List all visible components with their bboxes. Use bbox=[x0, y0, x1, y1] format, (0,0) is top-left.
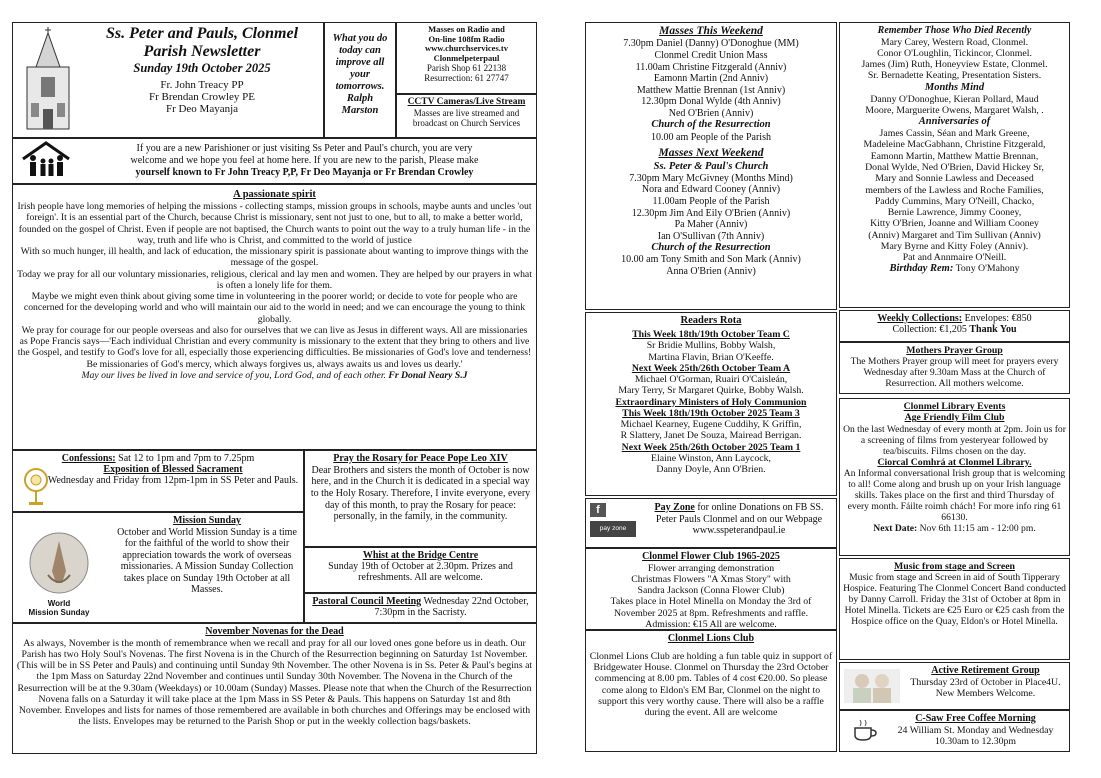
coffee-cup-icon bbox=[852, 717, 878, 743]
mass-next-line: Nora and Edward Cooney (Anniv) bbox=[641, 184, 781, 196]
quote-box bbox=[324, 22, 396, 138]
spirit-paragraph-1: Irish people have long memories of helping the missions - collecting stamps, mission groups in schools, maybe aunts and uncles 'out foreign'. It is an essential part of the Church, because Christ is missionary, sent not just to one, but to all, to make a better world, founded on the gospel of Christ. Even if people are not baptised, the Church wants to point out the way to a truly human life - in the way, truth and life who is Christ, and committed to the world of justice bbox=[17, 201, 532, 246]
priest-1: Fr. John Treacy PP bbox=[160, 78, 244, 91]
mass-next-line: 11.00am People of the Parish bbox=[652, 195, 770, 207]
welcome-line-2: welcome and we hope you feel at home here. If you are new to the parish, Please make bbox=[130, 155, 479, 166]
film-club-text: On the last Wednesday of every month at 2pm. Join us for a screening of films from yesteryear followed by tea/biscuits. Films chosen on the day. bbox=[843, 423, 1066, 457]
confessions-label: Confessions: bbox=[61, 453, 116, 464]
masses-next-church: Ss. Peter & Paul's Church bbox=[653, 160, 769, 172]
resurrection-weekend-title: Church of the Resurrection bbox=[651, 119, 771, 131]
retirement-title: Active Retirement Group bbox=[931, 665, 1040, 676]
welcome-box bbox=[12, 138, 537, 184]
exposition-title: Exposition of Blessed Sacrament bbox=[103, 464, 243, 476]
next-date-label: Next Date: bbox=[873, 523, 918, 535]
family-home-icon bbox=[19, 141, 73, 179]
remember-title: Remember Those Who Died Recently bbox=[877, 25, 1032, 36]
mass-weekend-line: 11.00am Christine Fitzgerald (Anniv) bbox=[635, 61, 787, 73]
quote-text: What you do today can improve all your tomorrows. bbox=[332, 33, 388, 93]
payzone-box bbox=[585, 498, 837, 548]
parish-shop-phone: Parish Shop 61 22138 bbox=[426, 63, 507, 74]
flower-line: Admission: €15 All are welcome. bbox=[645, 618, 777, 630]
masses-weekend-title: Masses This Weekend bbox=[659, 25, 763, 37]
parish-header bbox=[12, 22, 324, 138]
flower-line: Christmas Flowers "A Xmas Story" with bbox=[631, 573, 791, 585]
library-box bbox=[839, 398, 1070, 556]
spirit-closing: May our lives be lived in love and service of you, Lord God, and of each other. bbox=[81, 369, 386, 381]
couple-photo-icon bbox=[844, 669, 900, 703]
pastoral-title: Pastoral Council Meeting bbox=[312, 596, 422, 607]
retirement-text: Thursday 23rd of October in Place4U. New Members Welcome. bbox=[910, 676, 1061, 699]
praying-hands-icon bbox=[28, 531, 90, 595]
anniversary-line: Bernie Lawrence, Jimmy Cooney, bbox=[887, 207, 1022, 219]
spirit-paragraph-5: We pray for courage for our people overseas and also for ourselves that we can live as Jesus in different ways. All are missionaries as Pope Francis says—'Each individual Christian and every community is missionary to the extent that they bring to others and live the Gospel, and testify to God's love for all, especially those experiencing difficulties. Be missionaries of God's love and tenderness! Be missionaries of God's mercy, which always forgives us, always awaits us and loves us dearly.' bbox=[17, 324, 532, 370]
em-week2-line: Danny Doyle, Ann O'Brien. bbox=[656, 464, 766, 476]
anniversary-line: Eamonn Martin, Matthew Mattie Brennan, bbox=[870, 150, 1039, 162]
film-club-title: Age Friendly Film Club bbox=[904, 412, 1005, 424]
newsletter-date: Sunday 19th October 2025 bbox=[133, 60, 271, 75]
radio-line-2: On-line 108fm Radio bbox=[428, 33, 505, 44]
music-box bbox=[839, 558, 1070, 660]
mass-weekend-line: Ned O'Brien (Anniv) bbox=[668, 107, 754, 119]
csaw-title: C-Saw Free Coffee Morning bbox=[915, 713, 1036, 724]
recent-death: James (Jim) Ruth, Honeyview Estate, Clonmel. bbox=[861, 59, 1048, 71]
flower-line: Flower arranging demonstration bbox=[647, 562, 775, 574]
readers-week1-line: Martina Flavin, Brian O'Keeffe. bbox=[648, 351, 774, 363]
mass-weekend-line: Matthew Mattie Brennan (1st Anniv) bbox=[636, 84, 786, 96]
collections-box bbox=[839, 310, 1070, 342]
flower-club-box bbox=[585, 548, 837, 630]
months-mind-line: Moore, Marguerite Owens, Margaret Walsh, . bbox=[865, 104, 1044, 116]
resurrection-next-line: 10.00 am Tony Smith and Son Mark (Anniv) bbox=[621, 254, 801, 266]
mass-next-line: Pa Maher (Anniv) bbox=[674, 219, 748, 231]
spirit-title: A passionate spirit bbox=[233, 189, 316, 200]
novenas-text: As always, November is the month of remembrance when we recall and pray for all our loved ones gone before us in death. Our Parish has two Holy Soul's Novenas. The first Novena is in the Church of the Resurrection beginning on Saturday 1st November. (This will be in SS Peter and Pauls) and continuing until Sunday 9th November. The other Novena is in Ss. Peter & Paul's begins at the 1pm Mass on Saturday 22nd November and continues until Sunday 30th November. The Novena in the Church of the Resurrection will be at the 9.30am (Weekdays) or 10.00am (Sunday) Masses. Please note that when the Church of the Resurrection Novena falls on a Saturday it will take place at the 1pm Mass in SS Peter & Pauls. This happens on Saturday 1st and 8th November. Envelopes and lists for names of those remembered are available in both churches and Offerings may be enclosed with the lists. Envelopes may be returned to the Parish Shop or put in the weekly collection bags/baskets. bbox=[16, 637, 533, 728]
flower-line: Sandra Jackson (Conna Flower Club) bbox=[637, 585, 785, 597]
library-title: Clonmel Library Events bbox=[903, 401, 1006, 412]
whist-title: Whist at the Bridge Centre bbox=[362, 550, 479, 561]
anniversary-line: Donal Wylde, Ned O'Brien, David Hickey Sr, bbox=[865, 162, 1044, 174]
cctv-box bbox=[396, 94, 537, 138]
whist-text: Sunday 19th of October at 2.30pm. Prizes and refreshments. All are welcome. bbox=[328, 561, 513, 584]
mass-weekend-line: 7.30pm Daniel (Danny) O'Donoghue (MM) bbox=[623, 38, 799, 50]
next-date-text: Nov 6th 11:15 am - 12:00 pm. bbox=[917, 523, 1036, 535]
anniversary-line: James Cassin, Séan and Mark Greene, bbox=[879, 128, 1030, 140]
rosary-text: Dear Brothers and sisters the month of October is now here, and in the Church it is dedicated in a special way to the Holy Rosary. Therefore, I invite everyone, every day of this month, to pray the Rosary for peace: personally, in the family, in the community. bbox=[310, 464, 531, 523]
em-week1-line: R Slattery, Janet De Souza, Mairead Berrigan. bbox=[620, 430, 802, 442]
novenas-box bbox=[12, 623, 537, 754]
whist-box bbox=[304, 547, 537, 593]
facebook-icon: f bbox=[590, 503, 606, 517]
flower-title: Clonmel Flower Club 1965-2025 bbox=[642, 551, 780, 562]
mothers-title: Mothers Prayer Group bbox=[906, 345, 1003, 356]
quote-author: Ralph Marston bbox=[341, 93, 379, 117]
anniversary-line: Pat and Annmaire O'Neill. bbox=[902, 252, 1007, 264]
resurrection-next-line: Anna O'Brien (Anniv) bbox=[666, 266, 756, 278]
mass-next-line: 12.30pm Jim And Eily O'Brien (Anniv) bbox=[631, 207, 791, 219]
spirit-paragraph-2: With so much hunger, ill health, and lack of education, the missionary spirit is passionate about wanting to improve things with the message of the gospel. bbox=[20, 246, 529, 269]
spirit-author: Fr Donal Neary S.J bbox=[388, 369, 468, 381]
radio-line-4: Clonmelpeterpaul bbox=[433, 52, 500, 63]
priest-3: Fr Deo Mayanja bbox=[165, 103, 239, 116]
spirit-paragraph-4: Maybe we might even think about giving some time in volunteering in the poorer world; or decide to vote for people who are concerned for the developing world and who will maintain our aid to the world in need; and we can encourage the young to think globally. bbox=[23, 291, 526, 325]
birthday-label: Birthday Rem: bbox=[889, 263, 954, 275]
anniversary-line: Paddy Cummins, Mary O'Neill, Chacko, bbox=[874, 195, 1035, 207]
resurrection-weekend-line: 10.00 am People of the Parish bbox=[651, 131, 771, 143]
pastoral-box bbox=[304, 593, 537, 623]
em-week1-line: Michael Kearney, Eugene Cuddihy, K Griffin, bbox=[620, 419, 802, 431]
lions-club-box bbox=[585, 630, 837, 752]
mission-logo-line-1: World bbox=[47, 598, 71, 608]
recent-death: Sr. Bernadette Keating, Presentation Sisters. bbox=[867, 70, 1042, 82]
readers-rota-box bbox=[585, 312, 837, 496]
mass-weekend-line: Eamonn Martin (2nd Anniv) bbox=[653, 73, 769, 85]
music-text: Music from stage and Screen in aid of South Tipperary Hospice. Featuring The Clonmel Concert Band conducted by Danny Carroll. Friday the 31st of October at 8pm in Hotel Minella. Tickets are €25 Euro or €25 cash from the Hospice office on the Quay, Eldon's or Hotel Minella. bbox=[843, 572, 1066, 628]
flower-line: Takes place in Hotel Minella on Monday the 3rd of bbox=[610, 596, 812, 608]
mass-weekend-line: 12.30pm Donal Wylde (4th Anniv) bbox=[641, 96, 781, 108]
masses-box bbox=[585, 22, 837, 310]
collections-title: Weekly Collections: bbox=[877, 313, 963, 324]
collections-envelopes: Envelopes: €850 bbox=[962, 313, 1032, 324]
anniversary-line: Madeleine MacGabhann, Christine Fitzgerald, bbox=[863, 139, 1046, 151]
mothers-text: The Mothers Prayer group will meet for prayers every Wednesday after 9.30am Mass at the Church of Resurrection. All mothers welcome. bbox=[850, 356, 1059, 390]
resurrection-next-title: Church of the Resurrection bbox=[651, 242, 771, 254]
mass-next-line: 7.30pm Mary McGivney (Months Mind) bbox=[629, 172, 793, 184]
months-mind-title: Months Mind bbox=[924, 81, 985, 93]
readers-week2-line: Michael O'Gorman, Ruairi O'Caisleán, bbox=[634, 374, 788, 386]
left-page bbox=[12, 22, 537, 754]
anniversary-line: (Anniv) Margaret and Tim Sullivan (Anniv) bbox=[868, 229, 1041, 241]
anniversary-line: Kitty O'Brien, Joanne and William Cooney bbox=[870, 218, 1039, 230]
flower-line: November 2025 at 8pm. Refreshments and raffle. bbox=[613, 607, 809, 619]
csaw-box bbox=[839, 710, 1070, 752]
confessions-times: Sat 12 to 1pm and 7pm to 7.25pm bbox=[118, 453, 255, 464]
mass-next-line: Ian O'Sullivan (7th Anniv) bbox=[657, 230, 765, 242]
lions-title: Clonmel Lions Club bbox=[667, 633, 755, 644]
retirement-box bbox=[839, 662, 1070, 710]
mothers-prayer-box bbox=[839, 342, 1070, 394]
monstrance-icon bbox=[23, 467, 49, 507]
newsletter-subtitle: Parish Newsletter bbox=[143, 42, 261, 60]
em-title: Extraordinary Ministers of Holy Communion bbox=[615, 396, 807, 408]
parish-title: Ss. Peter and Pauls, Clonmel bbox=[105, 25, 299, 42]
anniversary-line: Mary Byrne and Kitty Foley (Anniv). bbox=[880, 240, 1029, 252]
confessions-box bbox=[12, 450, 304, 512]
cctv-text: Masses are live streamed and broadcast on Church Services bbox=[412, 107, 521, 128]
csaw-text: 24 William St. Monday and Wednesday 10.30am to 12.30pm bbox=[897, 724, 1054, 747]
readers-week2-line: Mary Terry, Sr Margaret Quirke, Bobby Walsh. bbox=[618, 385, 804, 397]
pastoral-text: Wednesday 22nd October, 7:30pm in the Sacristy. bbox=[374, 596, 529, 619]
music-title: Music from stage and Screen bbox=[894, 561, 1015, 572]
collections-thanks: Thank You bbox=[969, 324, 1017, 336]
mission-sunday-box bbox=[12, 512, 304, 623]
remember-box bbox=[839, 22, 1070, 308]
ciorcal-text: An Informal conversational Irish group that is welcoming to all! Come along and brush up on your Irish language skills. Takes place on the first and third Thursday of every month. Fáilte roimh chách! For more info ring 61 66130. bbox=[843, 467, 1066, 524]
mission-logo-line-2: Mission Sunday bbox=[28, 607, 90, 617]
passionate-spirit-box bbox=[12, 184, 537, 450]
mission-text: October and World Mission Sunday is a time for the faithful of the world to show their appreciation towards the work of overseas missionaries. A Mission Sunday Collection takes place on Sunday 19th October at all Masses. bbox=[117, 526, 297, 595]
resurrection-phone: Resurrection: 61 27747 bbox=[424, 73, 509, 84]
mission-title: Mission Sunday bbox=[172, 515, 242, 526]
recent-death: Conor O'Loughlin, Tickincor, Clonmel. bbox=[877, 47, 1032, 59]
recent-death: Mary Carey, Western Road, Clonmel. bbox=[880, 36, 1029, 48]
readers-week2-title: Next Week 25th/26th October Team A bbox=[631, 362, 791, 374]
em-week2-line: Elaine Winston, Ann Laycock, bbox=[651, 452, 771, 464]
radio-box bbox=[396, 22, 537, 94]
welcome-line-3: yourself known to Fr John Treacy P,P, Fr Deo Mayanja or Fr Brendan Crowley bbox=[135, 167, 474, 178]
spirit-paragraph-3: Today we pray for all our voluntary missionaries, religious, clerical and lay men and women. They are helped by our prayers in what is often a lonely life for them. bbox=[17, 268, 532, 291]
months-mind-line: Danny O'Donoghue, Kieran Pollard, Maud bbox=[870, 93, 1039, 105]
readers-title: Readers Rota bbox=[680, 315, 742, 326]
church-icon bbox=[23, 27, 73, 131]
collections-amount: Collection: €1,205 bbox=[892, 324, 970, 336]
anniversary-line: members of the Lawless and Roche Families, bbox=[865, 184, 1044, 196]
radio-line-1: Masses on Radio and bbox=[428, 24, 505, 34]
readers-week1-line: Sr Bridie Mullins, Bobby Walsh, bbox=[646, 340, 776, 352]
readers-week1-title: This Week 18th/19th October Team C bbox=[632, 329, 790, 341]
rosary-box bbox=[304, 450, 537, 547]
right-page bbox=[585, 22, 1070, 752]
payzone-text: for online Donations on FB SS. Peter Pauls Clonmel and on our Webpage www.sspeterandpaul.ie bbox=[655, 502, 824, 537]
exposition-text: Wednesday and Friday from 12pm-1pm in SS Peter and Pauls. bbox=[47, 475, 299, 487]
rosary-title: Pray the Rosary for Peace Pope Leo XIV bbox=[333, 453, 508, 464]
payzone-title: Pay Zone bbox=[654, 502, 695, 513]
priest-2: Fr Brendan Crowley PE bbox=[148, 91, 255, 104]
mass-weekend-line: Clonmel Credit Union Mass bbox=[654, 49, 768, 61]
birthday-name: Tony O'Mahony bbox=[953, 263, 1020, 275]
welcome-line-1: If you are a new Parishioner or just visiting Ss Peter and Paul's church, you are very bbox=[136, 143, 473, 154]
masses-next-title: Masses Next Weekend bbox=[658, 147, 764, 160]
payzone-badge: pay zone bbox=[590, 521, 636, 537]
anniversaries-title: Anniversaries of bbox=[918, 116, 991, 128]
radio-line-3: www.churchservices.tv bbox=[425, 43, 508, 54]
novenas-title: November Novenas for the Dead bbox=[205, 626, 344, 637]
lions-text: Clonmel Lions Club are holding a fun table quiz in support of Bridgewater House. Clonmel on Thursday the 23rd October commencing at 8.00 pm. Tables of 4 cost €20.00. So please come along to Eldon's EM Bar, Clonmel on the night to support this very worthy cause. There will also be a raffle during the event. All are welcome bbox=[589, 650, 833, 719]
anniversary-line: Mary and Sonnie Lawless and Deceased bbox=[875, 173, 1034, 185]
em-week2-title: Next Week 25th/26th October 2025 Team 1 bbox=[621, 441, 801, 453]
ciorcal-title: Ciorcal Comhrá at Clonmel Library. bbox=[877, 456, 1032, 468]
cctv-title: CCTV Cameras/Live Stream bbox=[407, 97, 526, 107]
em-week1-title: This Week 18th/19th October 2025 Team 3 bbox=[622, 407, 800, 419]
